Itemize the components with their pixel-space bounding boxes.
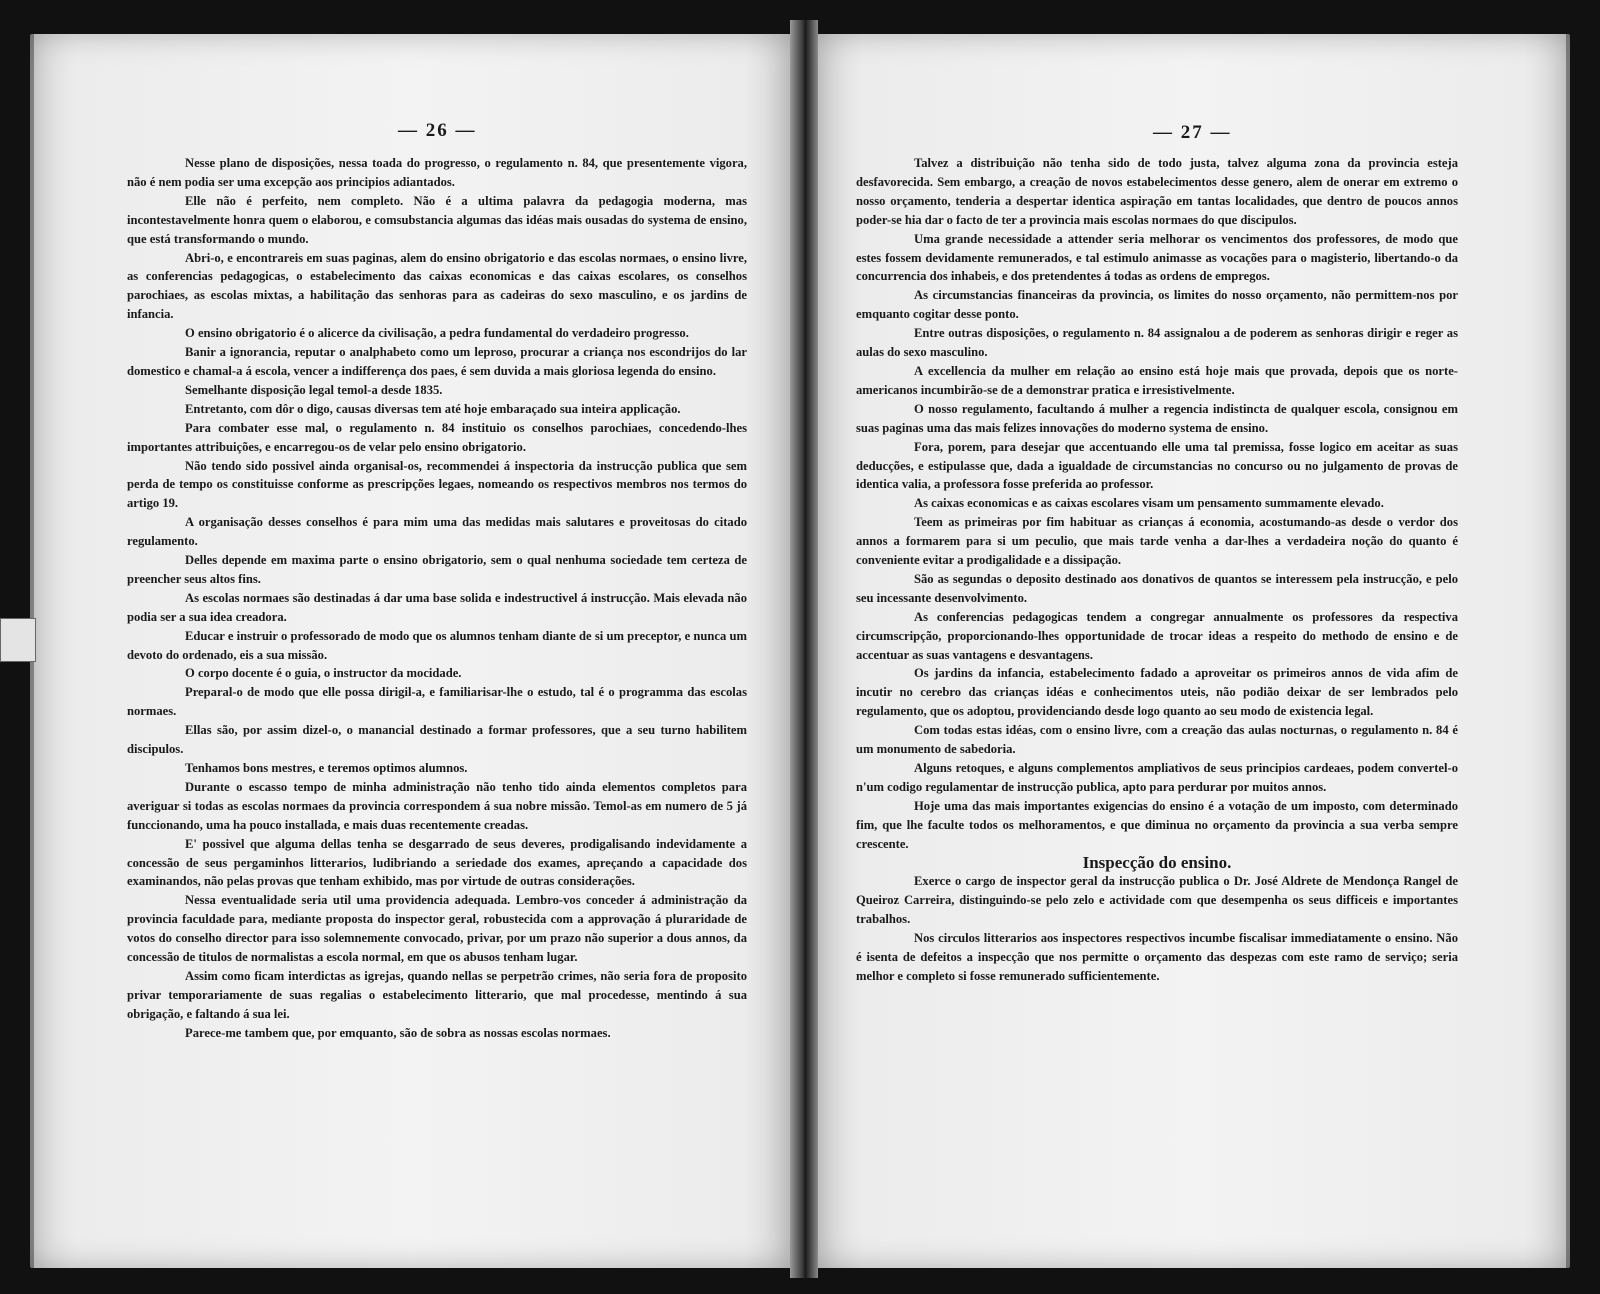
left-page [30,34,790,1268]
paragraph: A excellencia da mulher em relação ao ensino está hoje mais que provada, depois que os norte-americanos incumbirão-se de a demonstrar pratica e irresistivelmente. [856,363,1458,397]
paragraph: Preparal-o de modo que elle possa dirigil-a, e familiarisar-lhe o estudo, tal é o programma das escolas normaes. [127,685,747,719]
paragraph: A organisação desses conselhos é para mim uma das medidas mais salutares e proveitosas do citado regulamento. [127,515,747,549]
paragraph: Abri-o, e encontrareis em suas paginas, alem do ensino obrigatorio e das escolas normaes, o ensino livre, as conferencias pedagogicas, o estabelecimento das caixas economicas e das caixas escolares, os conselhos parochiaes, as escolas mixtas, a habilitação das senhoras para as cadeiras do sexo masculino, e os jardins de infancia. [127,250,747,322]
paper-tab-marker [0,618,36,662]
paragraph: Teem as primeiras por fim habituar as crianças á economia, acostumando-as desde o verdor dos annos a formarem para si um peculio, que mais tarde venha a dar-lhes a verdadeira noção do quanto é conveniente evitar a prodigalidade e a dissipação. [856,515,1458,568]
paragraph: As circumstancias financeiras da provincia, os limites do nosso orçamento, não permittem-nos por emquanto cogitar desse ponto. [856,288,1458,322]
paragraph: As caixas economicas e as caixas escolares visam um pensamento summamente elevado. [914,496,1384,511]
paragraph: Semelhante disposição legal temol-a desde 1835. [185,382,443,397]
paragraph: Com todas estas idéas, com o ensino livre, com a creação das aulas nocturnas, o regulamento n. 84 é um monumento de sabedoria. [856,723,1458,757]
section-heading: Inspecção do ensino. [1082,852,1232,872]
left-page-text [127,154,747,1043]
paragraph: Ellas são, por assim dizel-o, o manancial destinado a formar professores, que a seu turno habilitem discipulos. [127,723,747,757]
right-page [818,34,1570,1268]
page-edge-shadow [1566,34,1570,1268]
paragraph: Durante o escasso tempo de minha administração não tenho tido ainda elementos completos para averiguar si todas as escolas normaes da provincia correspondem á sua nobre missão. Temol-as em numero de 5 já funccionando, uma ha pouco installada, e mais duas recentemente creadas. [127,779,747,832]
paragraph: Educar e instruir o professorado de modo que os alumnos tenham diante de si um preceptor, e nunca um devoto do ordenado, eis a sua missão. [127,628,747,662]
paragraph: Elle não é perfeito, nem completo. Não é a ultima palavra da pedagogia moderna, mas incontestavelmente honra quem o elaborou, e comsubstancia algumas das idéas mais ousadas do systema de ensino, que está transformando o mundo. [127,193,747,246]
paragraph: Banir a ignorancia, reputar o analphabeto como um leproso, procurar a criança nos escondrijos do lar domestico e chamal-a á escola, vencer a indifferença dos paes, é sem duvida a mais gloriosa legenda do ensino. [127,345,747,378]
paragraph: Nesse plano de disposições, nessa toada do progresso, o regulamento n. 84, que presentemente vigora, não é nem podia ser uma excepção aos principios adiantados. [127,156,747,189]
paragraph: Alguns retoques, e alguns complementos ampliativos de seus principios cardeaes, podem convertel-o n'um codigo regulamentar de instrucção publica, apto para perdurar por muitos annos. [856,761,1458,794]
paragraph: O ensino obrigatorio é o alicerce da civilisação, a pedra fundamental do verdadeiro progresso. [185,326,689,341]
page-number: — 27 — [1153,122,1232,143]
right-page-text [856,154,1458,986]
paragraph: Parece-me tambem que, por emquanto, são de sobra as nossas escolas normaes. [185,1025,611,1040]
paragraph: Hoje uma das mais importantes exigencias do ensino é a votação de um imposto, com determinado fim, que lhe faculte todos os melhoramentos, e que diminua no orçamento da provincia a sua verba sempre crescente. [856,798,1458,851]
paragraph: Exerce o cargo de inspector geral da instrucção publica o Dr. José Aldrete de Mendonça Rangel de Queiroz Carreira, distinguindo-se pelo zelo e actividade com que desempenha os seus difficeis e importantes trabalhos. [856,874,1458,927]
paragraph: Nos circulos litterarios aos inspectores respectivos incumbe fiscalisar immediatamente o ensino. Não é isenta de defeitos a inspecção que nos permitte o orçamento das despezas com este ramo de serviço; seria melhor e completo si fosse remunerado sufficientemente. [856,931,1458,983]
paragraph: Não tendo sido possivel ainda organisal-os, recommendei á inspectoria da instrucção publica que sem perda de tempo os constituisse conforme as prescripções legaes, nomeando os respectivos membros nos termos do artigo 19. [127,458,747,511]
book-gutter [790,20,818,1278]
paragraph: Tenhamos bons mestres, e teremos optimos alumnos. [185,761,468,775]
page-number: — 26 — [398,120,477,141]
paragraph: Delles depende em maxima parte o ensino obrigatorio, sem o qual nenhuma sociedade tem certeza de preencher seus altos fins. [127,553,747,586]
paragraph: O nosso regulamento, facultando á mulher a regencia indistincta de qualquer escola, consignou em suas paginas uma das mais felizes innovações do moderno systema de ensino. [856,401,1458,435]
paragraph: Para combater esse mal, o regulamento n. 84 instituio os conselhos parochiaes, concedendo-lhes importantes attribuições, e encarregou-os de velar pelo ensino obrigatorio. [127,420,747,454]
paragraph: São as segundas o deposito destinado aos donativos de quantos se interessem pela instrucção, e pelo seu incessante desenvolvimento. [856,571,1458,605]
paragraph: Talvez a distribuição não tenha sido de todo justa, talvez alguma zona da provincia esteja desfavorecida. Sem embargo, a creação de novos estabelecimentos desse genero, alem de onerar em extremo o nosso orçamento, tenderia a despertar identica aspiração em tantas localidades, que dentro de poucos annos poder-se hia dar o facto de ter a provincia mais escolas normaes do que discipulos. [856,156,1458,227]
paragraph: Fora, porem, para desejar que accentuando elle uma tal premissa, fosse logico em aceitar as suas deducções, e estipulasse que, dada a igualdade de circumstancias no concurso ou no julgamento de provas de identica valia, a professora fosse preferida ao professor. [856,439,1458,492]
paragraph: As escolas normaes são destinadas á dar uma base solida e indestructivel á instrucção. Mais elevada não podia ser a sua idea creadora. [127,590,747,624]
paragraph: O corpo docente é o guia, o instructor da mocidade. [185,666,462,681]
paragraph: As conferencias pedagogicas tendem a congregar annualmente os professores da respectiva circumscripção, proporcionando-lhes opportunidade de trocar ideas a respeito do methodo de ensino e de accentuar as suas vantagens e desvantagens. [856,609,1458,662]
paragraph: Entre outras disposições, o regulamento n. 84 assignalou a de poderem as senhoras dirigir e reger as aulas do sexo masculino. [856,326,1458,360]
paragraph: Uma grande necessidade a attender seria melhorar os vencimentos dos professores, de modo que estes fossem devidamente remunerados, e tal estimulo animasse as vocações para o magisterio, libertando-o da concurrencia dos inhabeis, e dos pretendentes á todas as ordens de empregos. [856,231,1458,284]
paragraph: Os jardins da infancia, estabelecimento fadado a aproveitar os primeiros annos de vida afim de incutir no cerebro das crianças idéas e conhecimentos uteis, não podião deixar de ser lembrados pelo regulamento, que os adoptou, providenciando desde logo quanto ao seu modo de existencia legal. [856,666,1458,719]
paragraph: Entretanto, com dôr o digo, causas diversas tem até hoje embaraçado sua inteira applicação. [185,401,681,416]
paragraph: E' possivel que alguma dellas tenha se desgarrado de seus deveres, prodigalisando indevidamente a concessão de seus pergaminhos litterarios, ludibriando a seriedade dos exames, apreçando a capacidade dos examinandos, não pelas provas que tenham exhibido, mas por virtude de outras considerações. [127,836,747,889]
paragraph: Assim como ficam interdictas as igrejas, quando nellas se perpetrão crimes, não seria fora de proposito privar temporariamente de suas regalias o estabelecimento litterario, que mal procedesse, mentindo á sua obrigação, e faltando á sua lei. [127,968,747,1021]
paragraph: Nessa eventualidade seria util uma providencia adequada. Lembro-vos conceder á administração da provincia faculdade para, mediante proposta do inspector geral, robustecida com a approvação á pluraridade de votos do conselho director para isso solemnemente convocado, privar, por um prazo não superior a dous annos, da concessão de titulos de normalistas a escola normal, em que os abusos tenham lugar. [127,893,747,965]
